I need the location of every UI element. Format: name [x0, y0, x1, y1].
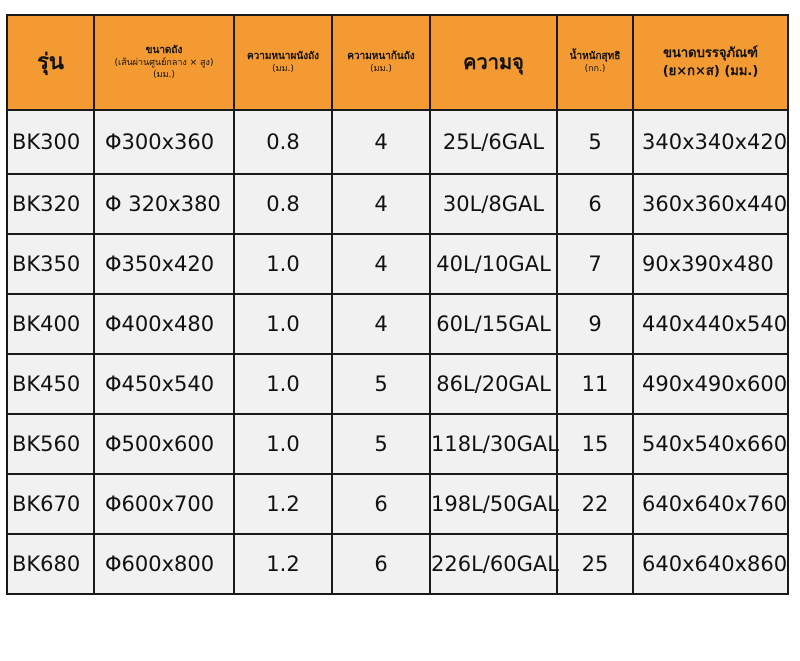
cell-package: 340x340x420 — [633, 110, 788, 174]
cell-bottom: 5 — [332, 414, 430, 474]
cell-capacity: 30L/8GAL — [430, 174, 557, 234]
cell-size: Φ600x700 — [94, 474, 234, 534]
cell-size: Φ300x360 — [94, 110, 234, 174]
cell-size: Φ 320x380 — [94, 174, 234, 234]
header-bottom-sub: (มม.) — [370, 64, 392, 75]
cell-package: 360x360x440 — [633, 174, 788, 234]
cell-capacity: 118L/30GAL — [430, 414, 557, 474]
header-weight-sub: (กก.) — [584, 64, 606, 75]
cell-model: BK560 — [7, 414, 94, 474]
cell-model: BK350 — [7, 234, 94, 294]
header-wall — [234, 15, 332, 110]
spec-table — [6, 14, 789, 595]
header-bottom-label: ความหนาก้นถัง — [347, 50, 415, 62]
header-package-sub: (ย×ก×ส) (มม.) — [662, 63, 759, 79]
cell-wall: 1.2 — [234, 474, 332, 534]
cell-wall: 1.0 — [234, 294, 332, 354]
cell-bottom: 4 — [332, 174, 430, 234]
cell-size: Φ600x800 — [94, 534, 234, 594]
cell-package: 90x390x480 — [633, 234, 788, 294]
header-weight — [557, 15, 633, 110]
cell-bottom: 6 — [332, 474, 430, 534]
table-row — [7, 474, 788, 534]
header-wall-label: ความหนาผนังถัง — [246, 50, 320, 62]
table-row — [7, 110, 788, 174]
cell-wall: 1.0 — [234, 234, 332, 294]
header-model — [7, 15, 94, 110]
cell-wall: 0.8 — [234, 174, 332, 234]
cell-capacity: 226L/60GAL — [430, 534, 557, 594]
cell-wall: 0.8 — [234, 110, 332, 174]
cell-capacity: 40L/10GAL — [430, 234, 557, 294]
header-wall-sub: (มม.) — [272, 64, 294, 75]
cell-model: BK400 — [7, 294, 94, 354]
cell-wall: 1.0 — [234, 354, 332, 414]
table-row — [7, 534, 788, 594]
table-row — [7, 174, 788, 234]
header-package-label: ขนาดบรรจุภัณฑ์ — [663, 45, 758, 61]
cell-size: Φ400x480 — [94, 294, 234, 354]
header-bottom — [332, 15, 430, 110]
cell-bottom: 6 — [332, 534, 430, 594]
cell-capacity: 60L/15GAL — [430, 294, 557, 354]
header-size-sub2: (มม.) — [153, 70, 175, 81]
cell-model: BK680 — [7, 534, 94, 594]
cell-capacity: 86L/20GAL — [430, 354, 557, 414]
header-size — [94, 15, 234, 110]
cell-model: BK300 — [7, 110, 94, 174]
cell-package: 490x490x600 — [633, 354, 788, 414]
cell-weight: 11 — [557, 354, 633, 414]
cell-package: 640x640x760 — [633, 474, 788, 534]
cell-weight: 15 — [557, 414, 633, 474]
cell-wall: 1.0 — [234, 414, 332, 474]
cell-weight: 25 — [557, 534, 633, 594]
table-row — [7, 414, 788, 474]
cell-package: 640x640x860 — [633, 534, 788, 594]
header-capacity-label: ความจุ — [463, 50, 524, 74]
cell-size: Φ450x540 — [94, 354, 234, 414]
cell-bottom: 4 — [332, 294, 430, 354]
cell-model: BK670 — [7, 474, 94, 534]
table-row — [7, 294, 788, 354]
cell-package: 540x540x660 — [633, 414, 788, 474]
cell-bottom: 4 — [332, 110, 430, 174]
cell-capacity: 25L/6GAL — [430, 110, 557, 174]
header-size-sub1: (เส้นผ่านศูนย์กลาง × สูง) — [114, 58, 214, 69]
cell-model: BK450 — [7, 354, 94, 414]
cell-capacity: 198L/50GAL — [430, 474, 557, 534]
cell-size: Φ500x600 — [94, 414, 234, 474]
header-size-label: ขนาดถัง — [145, 44, 183, 56]
header-model-label: รุ่น — [37, 49, 64, 75]
cell-package: 440x440x540 — [633, 294, 788, 354]
header-row — [7, 15, 788, 110]
cell-weight: 22 — [557, 474, 633, 534]
cell-weight: 6 — [557, 174, 633, 234]
cell-wall: 1.2 — [234, 534, 332, 594]
cell-weight: 9 — [557, 294, 633, 354]
header-weight-label: น้ำหนักสุทธิ — [569, 50, 621, 62]
table-row — [7, 234, 788, 294]
header-package — [633, 15, 788, 110]
cell-bottom: 4 — [332, 234, 430, 294]
table-row — [7, 354, 788, 414]
cell-weight: 7 — [557, 234, 633, 294]
cell-model: BK320 — [7, 174, 94, 234]
header-capacity — [430, 15, 557, 110]
cell-bottom: 5 — [332, 354, 430, 414]
cell-size: Φ350x420 — [94, 234, 234, 294]
cell-weight: 5 — [557, 110, 633, 174]
